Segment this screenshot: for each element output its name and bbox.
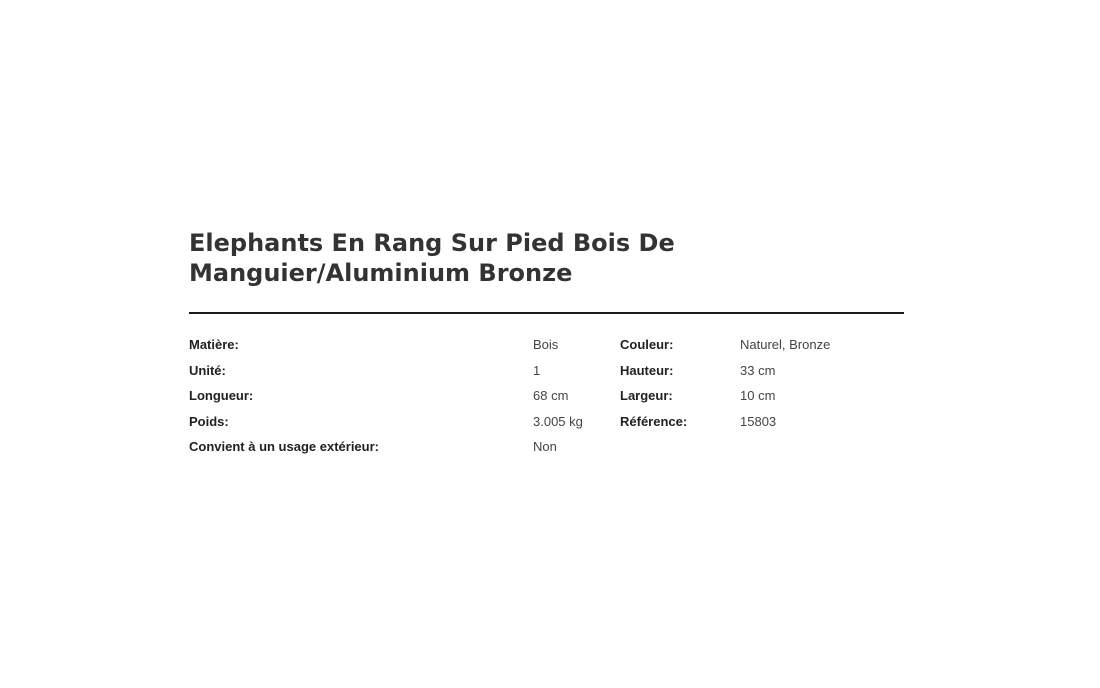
spec-value: 3.005 kg bbox=[533, 413, 583, 429]
spec-row bbox=[189, 434, 904, 460]
spec-row bbox=[189, 383, 904, 409]
spec-value: 15803 bbox=[740, 413, 777, 429]
spec-label: Unité: bbox=[189, 362, 226, 378]
spec-label: Convient à un usage extérieur: bbox=[189, 439, 379, 454]
spec-label: Poids: bbox=[189, 413, 229, 429]
spec-label: Hauteur: bbox=[620, 362, 674, 378]
product-title: Elephants En Rang Sur Pied Bois De Manguier/Aluminium Bronze bbox=[189, 229, 675, 287]
spec-label: Largeur: bbox=[620, 388, 673, 403]
specs-table bbox=[189, 332, 904, 460]
spec-row bbox=[189, 409, 904, 435]
spec-label: Longueur: bbox=[189, 388, 254, 403]
spec-value: 1 bbox=[533, 362, 541, 378]
spec-label: Matière: bbox=[189, 337, 239, 352]
title-divider bbox=[189, 312, 904, 314]
spec-value: Naturel, Bronze bbox=[740, 337, 831, 352]
spec-value: 68 cm bbox=[533, 388, 569, 403]
spec-value: Non bbox=[533, 439, 557, 454]
spec-value: 33 cm bbox=[740, 362, 776, 378]
spec-value: 10 cm bbox=[740, 388, 776, 403]
spec-label: Couleur: bbox=[620, 337, 674, 352]
spec-row bbox=[189, 332, 904, 358]
spec-value: Bois bbox=[533, 337, 559, 352]
spec-row bbox=[189, 358, 904, 384]
product-info bbox=[189, 228, 904, 460]
spec-label: Référence: bbox=[620, 413, 688, 429]
